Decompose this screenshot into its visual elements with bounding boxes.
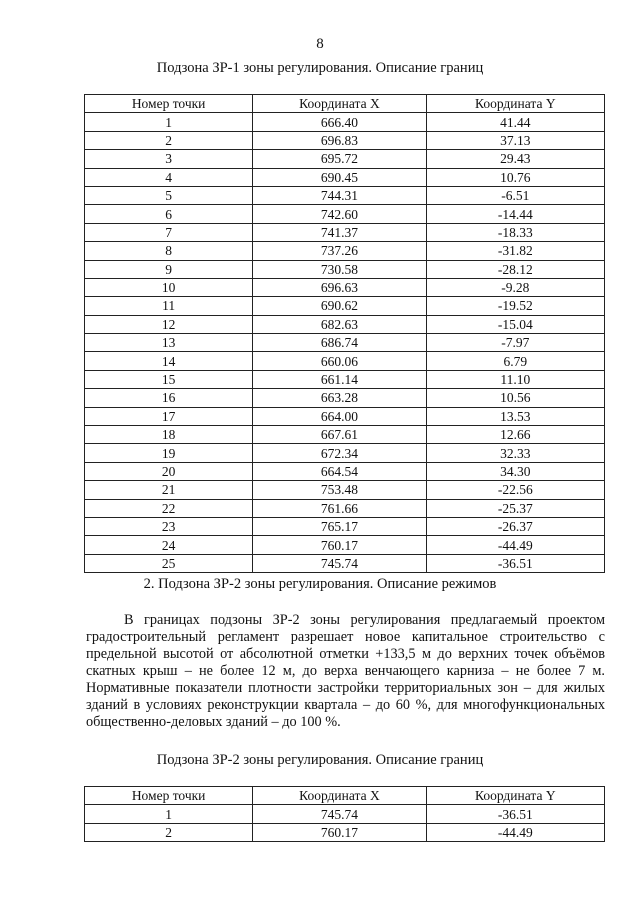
table-row	[85, 168, 605, 186]
cell-point-number: 25	[85, 554, 253, 572]
table-row	[85, 370, 605, 388]
cell-coordinate-x: 666.40	[253, 113, 426, 131]
table-row	[85, 113, 605, 131]
cell-point-number: 13	[85, 334, 253, 352]
header-coordinate-x: Координата X	[253, 95, 426, 113]
cell-coordinate-x: 696.63	[253, 278, 426, 296]
cell-point-number: 8	[85, 242, 253, 260]
cell-coordinate-x: 690.45	[253, 168, 426, 186]
cell-coordinate-y: 11.10	[426, 370, 604, 388]
cell-coordinate-x: 664.54	[253, 462, 426, 480]
cell-coordinate-y: -28.12	[426, 260, 604, 278]
cell-coordinate-y: 34.30	[426, 462, 604, 480]
cell-coordinate-y: -25.37	[426, 499, 604, 517]
cell-coordinate-y: 12.66	[426, 426, 604, 444]
table-row	[85, 805, 605, 823]
cell-coordinate-x: 744.31	[253, 186, 426, 204]
cell-coordinate-y: -15.04	[426, 315, 604, 333]
header-coordinate-y: Координата Y	[426, 787, 604, 805]
cell-point-number: 24	[85, 536, 253, 554]
section2-paragraph: В границах подзоны ЗР-2 зоны регулирования предлагаемый проектом градостроительный регламент разрешает новое капитальное строительство с предельной высотой от абсолютной отметки +133,5 м до верхних точек объёмов скатных крыш – не более 12 м, до верха венчающего карниза – не более 7 м. Нормативные показатели плотности застройки территориальных зон – для жилых зданий в условиях реконструкции квартала – до 60 %, для многофункциональных общественно-деловых зданий – до 100 %.	[86, 612, 605, 730]
cell-coordinate-y: 41.44	[426, 113, 604, 131]
cell-coordinate-y: 37.13	[426, 131, 604, 149]
table-row	[85, 426, 605, 444]
table-header-row	[85, 787, 605, 805]
cell-coordinate-x: 760.17	[253, 536, 426, 554]
cell-coordinate-y: 13.53	[426, 407, 604, 425]
table-row	[85, 517, 605, 535]
table-row	[85, 205, 605, 223]
cell-coordinate-x: 672.34	[253, 444, 426, 462]
cell-coordinate-y: -7.97	[426, 334, 604, 352]
page-number: 8	[316, 36, 324, 52]
table-row	[85, 407, 605, 425]
table-row	[85, 481, 605, 499]
cell-coordinate-y: 10.56	[426, 389, 604, 407]
cell-point-number: 15	[85, 370, 253, 388]
cell-point-number: 2	[85, 823, 253, 841]
table-row	[85, 352, 605, 370]
cell-coordinate-x: 690.62	[253, 297, 426, 315]
table-row	[85, 186, 605, 204]
table-row	[85, 823, 605, 841]
cell-coordinate-x: 682.63	[253, 315, 426, 333]
table-row	[85, 278, 605, 296]
cell-point-number: 22	[85, 499, 253, 517]
cell-coordinate-x: 663.28	[253, 389, 426, 407]
table-row	[85, 554, 605, 572]
cell-coordinate-y: -9.28	[426, 278, 604, 296]
cell-coordinate-x: 664.00	[253, 407, 426, 425]
cell-coordinate-y: -19.52	[426, 297, 604, 315]
cell-coordinate-y: -22.56	[426, 481, 604, 499]
cell-coordinate-y: 32.33	[426, 444, 604, 462]
table-row	[85, 389, 605, 407]
cell-coordinate-x: 686.74	[253, 334, 426, 352]
table2-caption: Подзона ЗР-2 зоны регулирования. Описание границ	[156, 752, 484, 768]
cell-point-number: 9	[85, 260, 253, 278]
cell-point-number: 12	[85, 315, 253, 333]
cell-coordinate-y: -36.51	[426, 805, 604, 823]
cell-coordinate-x: 695.72	[253, 150, 426, 168]
table-row	[85, 242, 605, 260]
cell-coordinate-y: -44.49	[426, 823, 604, 841]
cell-point-number: 3	[85, 150, 253, 168]
cell-coordinate-x: 765.17	[253, 517, 426, 535]
cell-point-number: 14	[85, 352, 253, 370]
cell-coordinate-y: -36.51	[426, 554, 604, 572]
table-row	[85, 536, 605, 554]
cell-coordinate-y: -31.82	[426, 242, 604, 260]
cell-coordinate-x: 741.37	[253, 223, 426, 241]
table-row	[85, 297, 605, 315]
cell-point-number: 21	[85, 481, 253, 499]
cell-coordinate-y: -26.37	[426, 517, 604, 535]
cell-coordinate-x: 730.58	[253, 260, 426, 278]
header-coordinate-x: Координата X	[253, 787, 426, 805]
cell-coordinate-y: 6.79	[426, 352, 604, 370]
cell-coordinate-x: 760.17	[253, 823, 426, 841]
header-point-number: Номер точки	[85, 95, 253, 113]
table-row	[85, 334, 605, 352]
cell-point-number: 16	[85, 389, 253, 407]
cell-point-number: 4	[85, 168, 253, 186]
cell-point-number: 1	[85, 113, 253, 131]
header-point-number: Номер точки	[85, 787, 253, 805]
cell-point-number: 11	[85, 297, 253, 315]
cell-coordinate-y: -44.49	[426, 536, 604, 554]
table-row	[85, 260, 605, 278]
cell-coordinate-y: 10.76	[426, 168, 604, 186]
cell-point-number: 20	[85, 462, 253, 480]
table-row	[85, 223, 605, 241]
cell-point-number: 10	[85, 278, 253, 296]
cell-point-number: 1	[85, 805, 253, 823]
table1-caption: Подзона ЗР-1 зоны регулирования. Описание границ	[156, 60, 484, 76]
cell-coordinate-x: 737.26	[253, 242, 426, 260]
cell-point-number: 19	[85, 444, 253, 462]
zr2-coordinates-table	[84, 786, 605, 842]
table-row	[85, 499, 605, 517]
table-row	[85, 150, 605, 168]
section2-heading: 2. Подзона ЗР-2 зоны регулирования. Описание режимов	[143, 576, 497, 592]
cell-point-number: 5	[85, 186, 253, 204]
table-header-row	[85, 95, 605, 113]
cell-point-number: 6	[85, 205, 253, 223]
cell-coordinate-x: 696.83	[253, 131, 426, 149]
cell-coordinate-y: -6.51	[426, 186, 604, 204]
header-coordinate-y: Координата Y	[426, 95, 604, 113]
cell-coordinate-x: 745.74	[253, 805, 426, 823]
table-row	[85, 315, 605, 333]
cell-coordinate-y: 29.43	[426, 150, 604, 168]
cell-coordinate-x: 742.60	[253, 205, 426, 223]
cell-coordinate-x: 745.74	[253, 554, 426, 572]
cell-coordinate-x: 660.06	[253, 352, 426, 370]
cell-coordinate-y: -18.33	[426, 223, 604, 241]
cell-point-number: 7	[85, 223, 253, 241]
cell-point-number: 18	[85, 426, 253, 444]
cell-point-number: 23	[85, 517, 253, 535]
cell-coordinate-x: 753.48	[253, 481, 426, 499]
cell-coordinate-x: 761.66	[253, 499, 426, 517]
cell-coordinate-x: 661.14	[253, 370, 426, 388]
cell-point-number: 17	[85, 407, 253, 425]
table-row	[85, 444, 605, 462]
cell-point-number: 2	[85, 131, 253, 149]
cell-coordinate-y: -14.44	[426, 205, 604, 223]
table-row	[85, 131, 605, 149]
zr1-coordinates-table	[84, 94, 605, 573]
table-row	[85, 462, 605, 480]
cell-coordinate-x: 667.61	[253, 426, 426, 444]
